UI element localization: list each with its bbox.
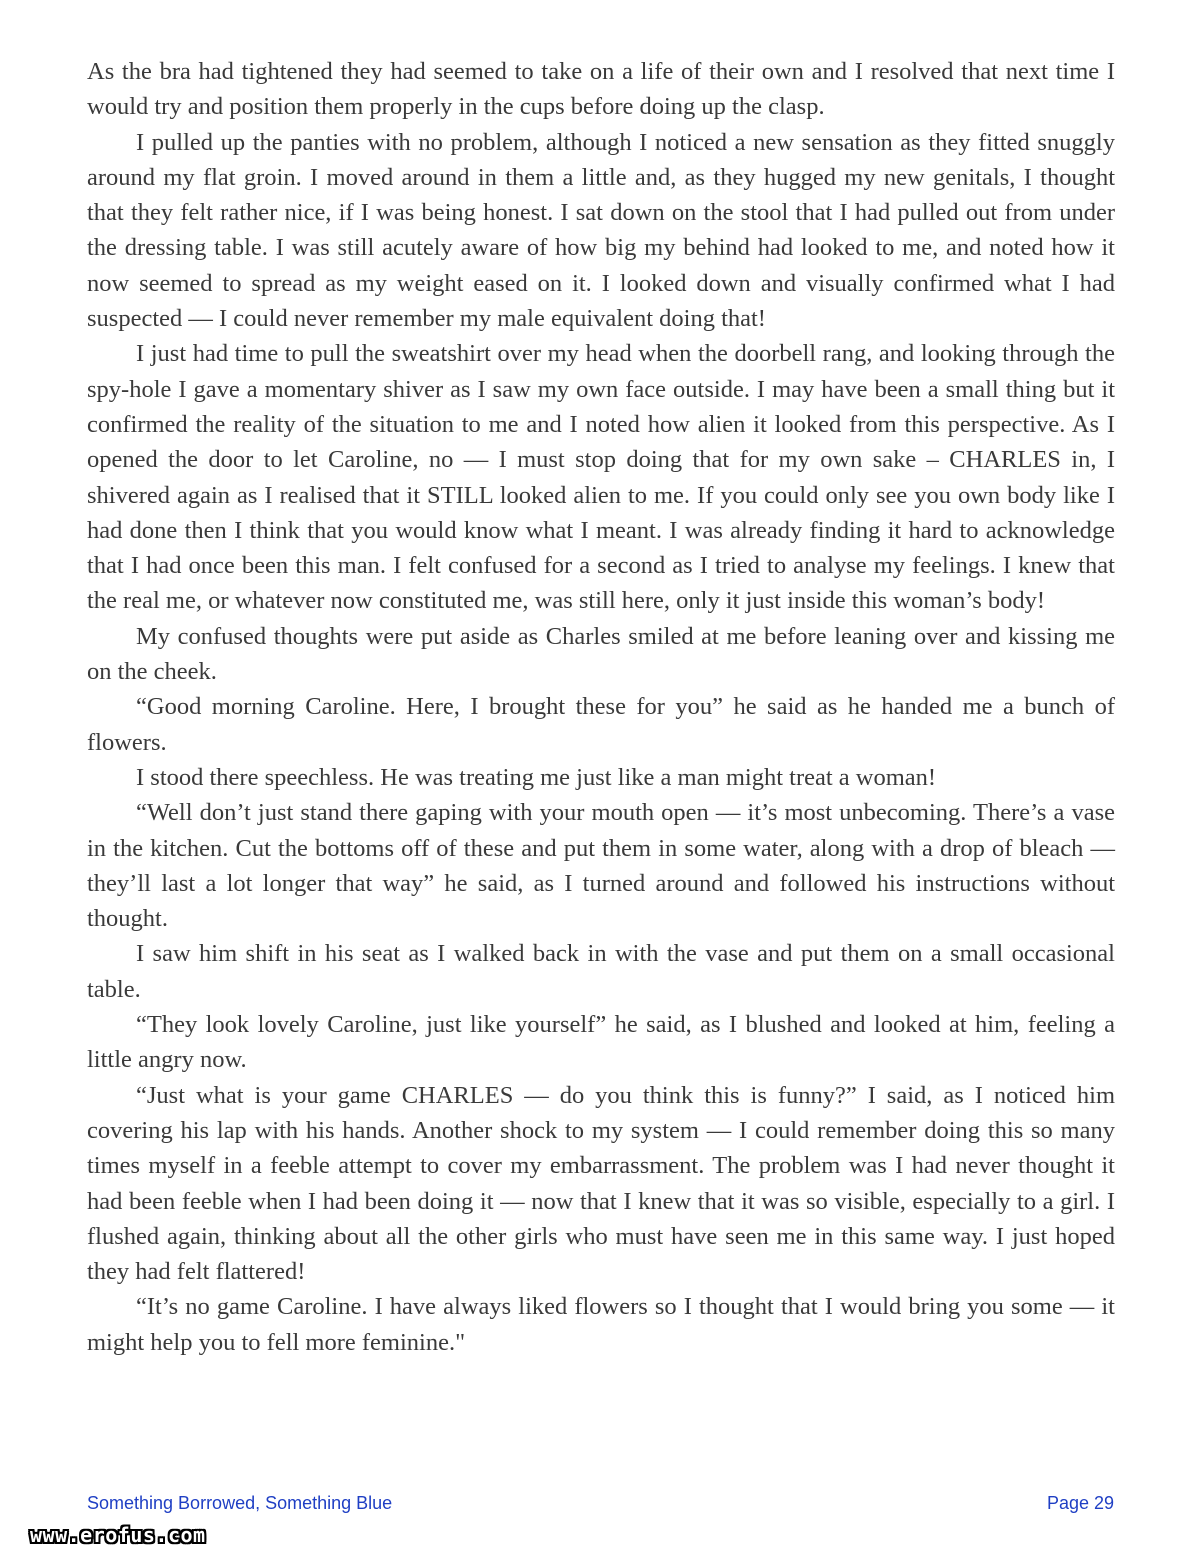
paragraph: “They look lovely Caroline, just like yourself” he said, as I blushed and looked at him, feeling a little angry now. bbox=[87, 1011, 1115, 1074]
paragraph: My confused thoughts were put aside as Charles smiled at me before leaning over and kissing me on the cheek. bbox=[87, 622, 1115, 686]
paragraph: I just had time to pull the sweatshirt over my head when the doorbell rang, and looking through the spy-hole I gave a momentary shiver as I saw my own face outside. I may have been a small thing but it confirmed the reality of the situation to me and I noted how alien it looked from this perspective. As I opened the door to let Caroline, no — I must stop doing that for my own sake – CHARLES in, I shivered again as I realised that it STILL looked alien to me. If you could only see you own body like I had done then I think that you would know what I meant. I was already finding it hard to acknowledge that I had once been this man. I felt confused for a second as I tried to analyse my feelings. I knew that the real me, or whatever now constituted me, was still here, only it just inside this woman’s body! bbox=[87, 340, 1115, 615]
page-body bbox=[87, 54, 1115, 1360]
paragraph: “It’s no game Caroline. I have always liked flowers so I thought that I would bring you some — it might help you to fell more feminine." bbox=[87, 1293, 1115, 1356]
footer-page-number: Page 29 bbox=[1046, 1493, 1114, 1513]
watermark-url: www.erofus.com bbox=[30, 1523, 206, 1547]
paragraph: As the bra had tightened they had seemed to take on a life of their own and I resolved that next time I would try and position them properly in the cups before doing up the clasp. bbox=[87, 58, 1115, 121]
paragraph: “Just what is your game CHARLES — do you think this is funny?” I said, as I noticed him covering his lap with his hands. Another shock to my system — I could remember doing this so many times myself in a feeble attempt to cover my embarrassment. The problem was I had never thought it had been feeble when I had been doing it — now that I knew that it was so visible, especially to a girl. I flushed again, thinking about all the other girls who must have seen me in this same way. I just hoped they had felt flattered! bbox=[87, 1081, 1115, 1286]
paragraph: I pulled up the panties with no problem, although I noticed a new sensation as they fitted snuggly around my flat groin. I moved around in them a little and, as they hugged my new genitals, I thought that they felt rather nice, if I was being honest. I sat down on the stool that I had pulled out from under the dressing table. I was still acutely aware of how big my behind had looked to me, and noted how it now seemed to spread as my weight eased on it. I looked down and visually confirmed what I had suspected — I could never remember my male equivalent doing that! bbox=[87, 128, 1115, 333]
paragraph: “Well don’t just stand there gaping with your mouth open — it’s most unbecoming. There’s a vase in the kitchen. Cut the bottoms off of these and put them in some water, along with a drop of bleach — they’ll last a lot longer that way” he said, as I turned around and followed his instructions without thought. bbox=[87, 799, 1115, 933]
footer-book-title: Something Borrowed, Something Blue bbox=[87, 1493, 393, 1513]
paragraph: I saw him shift in his seat as I walked back in with the vase and put them on a small occasional table. bbox=[87, 940, 1115, 1003]
paragraph: I stood there speechless. He was treating me just like a man might treat a woman! bbox=[136, 763, 937, 791]
paragraph: “Good morning Caroline. Here, I brought these for you” he said as he handed me a bunch of flowers. bbox=[87, 693, 1115, 756]
